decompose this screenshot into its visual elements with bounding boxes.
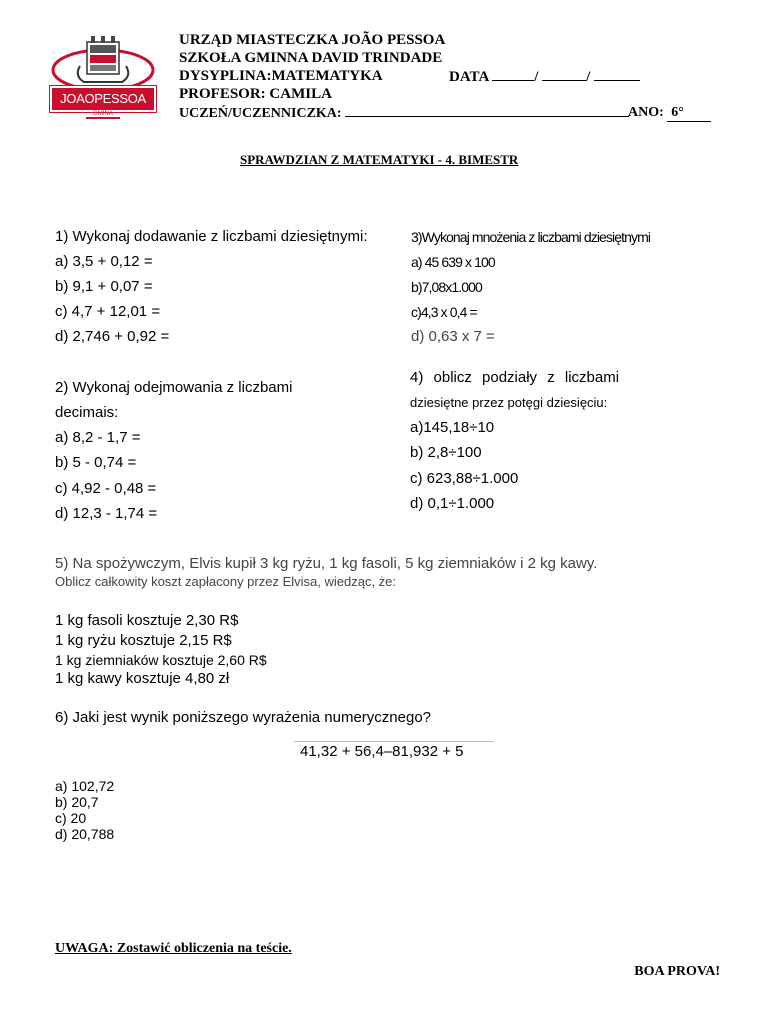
q4-item: a)145,18÷10 bbox=[410, 419, 495, 436]
q6-option: b) 20,7 bbox=[55, 794, 99, 810]
closing-message: BOA PROVA! bbox=[634, 964, 720, 979]
q3-item: c)4,3 x 0,4 = bbox=[411, 304, 477, 320]
q5-prompt: 5) Na spożywczym, Elvis kupił 3 kg ryżu, 1 kg fasoli, 5 kg ziemniaków i 2 kg kawy. bbox=[55, 555, 598, 572]
logo-plate: JOAOPESSOA bbox=[50, 86, 156, 112]
discipline: DYSYPLINA:MATEMATYKA bbox=[179, 68, 383, 84]
date-field bbox=[449, 68, 640, 86]
q6-option: a) 102,72 bbox=[55, 778, 115, 794]
date-day-blank[interactable] bbox=[492, 68, 534, 81]
q3-prompt: 3)Wykonaj mnożenia z liczbami dziesiętnymi bbox=[411, 229, 651, 245]
municipality-name: URZĄD MIASTECZKA JOÃO PESSOA bbox=[179, 32, 446, 48]
q5-price: 1 kg ziemniaków kosztuje 2,60 R$ bbox=[55, 652, 267, 668]
q2-item: b) 5 - 0,74 = bbox=[55, 454, 137, 471]
q2-prompt: 2) Wykonaj odejmowania z liczbami bbox=[55, 379, 293, 396]
q1-item: d) 2,746 + 0,92 = bbox=[55, 328, 170, 345]
q4-item: c) 623,88÷1.000 bbox=[410, 470, 519, 487]
q5-price: 1 kg ryżu kosztuje 2,15 R$ bbox=[55, 632, 232, 649]
q5-price: 1 kg fasoli kosztuje 2,30 R$ bbox=[55, 612, 239, 629]
q4-prompt: 4) oblicz podziały z liczbami bbox=[410, 369, 620, 386]
q5-price: 1 kg kawy kosztuje 4,80 zł bbox=[55, 670, 230, 687]
q4-item: b) 2,8÷100 bbox=[410, 444, 482, 461]
q1-item: a) 3,5 + 0,12 = bbox=[55, 253, 153, 270]
q1-item: c) 4,7 + 12,01 = bbox=[55, 303, 161, 320]
q6-prompt: 6) Jaki jest wynik poniższego wyrażenia numerycznego? bbox=[55, 709, 432, 726]
q3-item: b)7,08x1.000 bbox=[411, 279, 482, 295]
q4-item: d) 0,1÷1.000 bbox=[410, 495, 495, 512]
grade-value: 6° bbox=[667, 104, 711, 122]
q2-prompt-continued: decimais: bbox=[55, 404, 119, 421]
calculation-warning: UWAGA: Zostawić obliczenia na teście. bbox=[55, 941, 292, 956]
date-separator: / bbox=[534, 69, 539, 85]
date-year-blank[interactable] bbox=[594, 68, 640, 81]
q6-option: d) 20,788 bbox=[55, 826, 115, 842]
q3-item: a) 45 639 x 100 bbox=[411, 254, 495, 270]
date-separator: / bbox=[586, 69, 591, 85]
q1-prompt: 1) Wykonaj dodawanie z liczbami dziesiętnymi: bbox=[55, 228, 368, 245]
grade-label: ANO: bbox=[628, 105, 664, 120]
school-logo bbox=[50, 36, 156, 120]
q1-item: b) 9,1 + 0,07 = bbox=[55, 278, 153, 295]
student-label: UCZEŃ/UCZENNICZKA: bbox=[179, 106, 342, 121]
grade-field bbox=[628, 104, 711, 122]
school-name: SZKOŁA GMINNA DAVID TRINDADE bbox=[179, 50, 443, 66]
q2-item: c) 4,92 - 0,48 = bbox=[55, 480, 157, 497]
expression-rule bbox=[294, 741, 494, 742]
student-name-blank[interactable] bbox=[345, 104, 629, 117]
q2-item: a) 8,2 - 1,7 = bbox=[55, 429, 141, 446]
coat-of-arms-icon bbox=[50, 36, 156, 92]
q2-item: d) 12,3 - 1,74 = bbox=[55, 505, 158, 522]
logo-subtitle: GMINA bbox=[86, 111, 120, 119]
date-month-blank[interactable] bbox=[542, 68, 586, 81]
q3-item: d) 0,63 x 7 = bbox=[411, 328, 495, 345]
q6-expression: 41,32 + 56,4–81,932 + 5 bbox=[300, 743, 464, 760]
teacher: PROFESOR: CAMILA bbox=[179, 86, 332, 102]
student-field bbox=[179, 104, 629, 122]
q5-prompt-continued: Oblicz całkowity koszt zapłacony przez Elvisa, wiedząc, że: bbox=[55, 574, 397, 589]
q6-option: c) 20 bbox=[55, 810, 87, 826]
q4-prompt-continued: dziesiętne przez potęgi dziesięciu: bbox=[410, 395, 608, 410]
page-title: SPRAWDZIAN Z MATEMATYKI - 4. BIMESTR bbox=[240, 152, 519, 167]
date-label: DATA bbox=[449, 69, 489, 85]
